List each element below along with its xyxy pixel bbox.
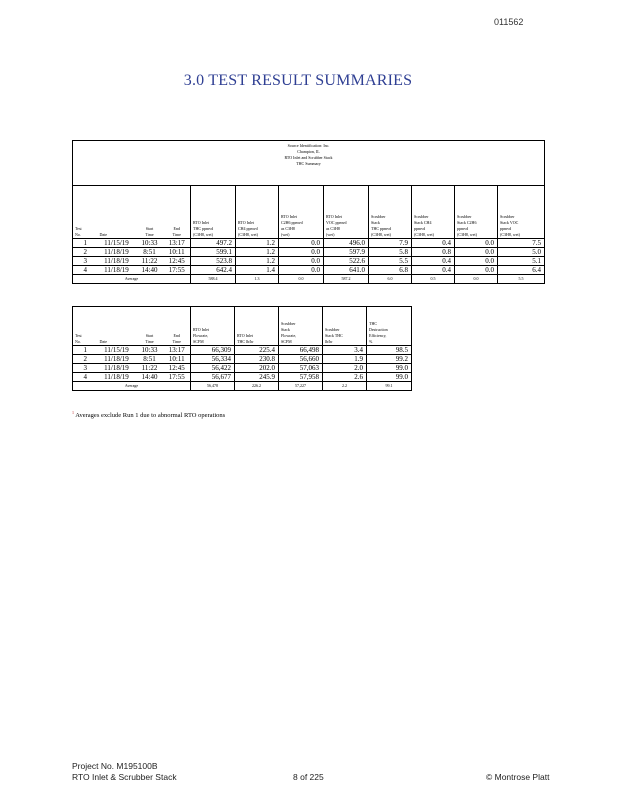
table-cell: 1 bbox=[83, 239, 87, 247]
table-cell: 5.1 bbox=[498, 257, 545, 266]
table-cell: 599.1 bbox=[191, 248, 236, 257]
column-header-line: Test bbox=[75, 333, 82, 338]
table-cell: 11/15/19 bbox=[104, 346, 129, 354]
table-cell: 11:22 bbox=[141, 257, 158, 265]
column-header bbox=[191, 307, 235, 346]
column-header bbox=[191, 186, 236, 239]
footer-project-block bbox=[72, 761, 177, 783]
table-cell: 522.6 bbox=[324, 257, 369, 266]
table-cell: 0.4 bbox=[412, 257, 455, 266]
table-cell: 3 bbox=[83, 364, 87, 372]
table-cell: 8:51 bbox=[143, 355, 156, 363]
table-cell: 2.2 bbox=[323, 382, 367, 391]
table-cell: 2 bbox=[83, 355, 87, 363]
table-cell: 10:11 bbox=[168, 355, 185, 363]
table-cell: 10:11 bbox=[168, 248, 185, 256]
table-cell: 66,309 bbox=[191, 346, 235, 355]
column-header bbox=[136, 307, 164, 346]
column-header bbox=[73, 307, 98, 346]
column-header-line: Stack THC bbox=[325, 333, 343, 338]
column-header bbox=[498, 186, 545, 239]
column-header-line: Scrubber bbox=[457, 214, 472, 219]
table-cell: 4 bbox=[83, 373, 87, 381]
table-cell: 0.0 bbox=[455, 266, 498, 275]
column-header-line: (C3H8, wet) bbox=[238, 232, 258, 237]
column-header-line: Scrubber bbox=[500, 214, 515, 219]
table-cell: 5.5 bbox=[369, 257, 412, 266]
column-header-line: Scrubber bbox=[281, 321, 296, 326]
footer-company: © Montrose Platt bbox=[486, 772, 550, 782]
table-cell: 3 bbox=[83, 257, 87, 265]
table-cell: 11/18/19 bbox=[104, 355, 129, 363]
column-header-line: Time bbox=[145, 339, 154, 344]
column-header bbox=[367, 307, 412, 346]
table-cell: 2 bbox=[83, 248, 87, 256]
column-header-line: RTO Inlet and Scrubber Stack bbox=[284, 155, 333, 160]
table-cell: 11:22 bbox=[141, 364, 158, 372]
column-header bbox=[98, 307, 136, 346]
column-header-line: Scrubber bbox=[414, 214, 429, 219]
table-cell: 66,498 bbox=[279, 346, 323, 355]
table-cell: 12:45 bbox=[168, 257, 185, 265]
table-cell: 11/18/19 bbox=[104, 266, 129, 274]
table-row bbox=[73, 355, 412, 364]
footer-subject: RTO Inlet & Scrubber Stack bbox=[72, 772, 177, 782]
table-cell: 2.6 bbox=[323, 373, 367, 382]
column-header-line: Test bbox=[75, 226, 82, 231]
column-header-line: Start bbox=[145, 226, 154, 231]
table-cell: 57,063 bbox=[279, 364, 323, 373]
footnote bbox=[72, 410, 225, 419]
column-header-line: Flowrate, bbox=[281, 333, 297, 338]
table-cell: 5.0 bbox=[498, 248, 545, 257]
column-header-line: Stack CH4 bbox=[414, 220, 432, 225]
table-cell: 0.0 bbox=[279, 248, 324, 257]
table-cell: 99.2 bbox=[367, 355, 412, 364]
table-cell: 245.9 bbox=[235, 373, 279, 382]
table-cell: 1.3 bbox=[236, 275, 279, 284]
table-row bbox=[73, 248, 545, 257]
column-header-line: THC lb/hr bbox=[237, 339, 254, 344]
table-cell: 0.0 bbox=[455, 275, 498, 284]
table-row bbox=[73, 257, 545, 266]
footnote-marker: 1 bbox=[72, 410, 74, 415]
table-row bbox=[73, 364, 412, 373]
table-cell: 5.5 bbox=[498, 275, 545, 284]
column-header bbox=[369, 186, 412, 239]
column-header-line: CH4 ppmvd bbox=[238, 226, 258, 231]
column-header-line: RTO Inlet bbox=[237, 333, 254, 338]
table-cell: 3.4 bbox=[323, 346, 367, 355]
column-header-line: (C3H8, wet) bbox=[500, 232, 520, 237]
table-cell: 597.9 bbox=[324, 248, 369, 257]
column-header-line: Stack C2H6 bbox=[457, 220, 477, 225]
table-cell: 588.4 bbox=[191, 275, 236, 284]
column-header-line: Time bbox=[145, 232, 154, 237]
column-header bbox=[164, 307, 191, 346]
column-header bbox=[73, 186, 98, 239]
table-cell: 7.9 bbox=[369, 239, 412, 248]
table-cell: 14:40 bbox=[141, 373, 158, 381]
table-cell: 56,422 bbox=[191, 364, 235, 373]
table-cell: 1 bbox=[83, 346, 87, 354]
column-header bbox=[136, 186, 164, 239]
table-banner bbox=[73, 141, 545, 186]
table-cell: 56,677 bbox=[191, 373, 235, 382]
average-label: Average bbox=[124, 383, 139, 388]
column-header bbox=[164, 186, 191, 239]
column-header-line: RTO Inlet bbox=[193, 327, 210, 332]
column-header bbox=[236, 186, 279, 239]
table-cell: 0.0 bbox=[455, 248, 498, 257]
table-cell: 225.4 bbox=[235, 346, 279, 355]
column-header bbox=[279, 307, 323, 346]
column-header-line: THC ppmvd bbox=[193, 226, 214, 231]
column-header bbox=[324, 186, 369, 239]
column-header-line: ppmvd bbox=[457, 226, 469, 231]
table-cell: 4 bbox=[83, 266, 87, 274]
table-cell: 0.5 bbox=[412, 275, 455, 284]
column-header-line: THC Summary bbox=[296, 161, 321, 166]
column-header bbox=[412, 186, 455, 239]
column-header-line: ppmvd bbox=[414, 226, 426, 231]
table-cell: 11/18/19 bbox=[104, 364, 129, 372]
column-header bbox=[323, 307, 367, 346]
column-header-line: Source Identification: Inc. bbox=[287, 143, 330, 148]
table-cell: 12:45 bbox=[168, 364, 185, 372]
table-cell: 1.2 bbox=[236, 248, 279, 257]
column-header-line: lb/hr bbox=[325, 339, 333, 344]
table-cell: 98.5 bbox=[367, 346, 412, 355]
table-cell: 56,478 bbox=[191, 382, 235, 391]
table-cell: 17:55 bbox=[168, 266, 185, 274]
column-header-line: Stack bbox=[371, 220, 380, 225]
table-cell: 497.2 bbox=[191, 239, 236, 248]
table-cell: 57,958 bbox=[279, 373, 323, 382]
column-header-line: Destruction bbox=[369, 327, 388, 332]
column-header-line: (wet) bbox=[281, 232, 290, 237]
table-cell: 11/15/19 bbox=[104, 239, 129, 247]
table-cell: 14:40 bbox=[141, 266, 158, 274]
column-header-line: RTO Inlet bbox=[238, 220, 255, 225]
column-header bbox=[235, 307, 279, 346]
average-label: Average bbox=[124, 276, 139, 281]
column-header-line: C2H6 ppmvd bbox=[281, 220, 303, 225]
column-header-line: SCFM bbox=[193, 339, 204, 344]
footer-page-number: 8 of 225 bbox=[293, 772, 324, 782]
column-header-line: ppmvd bbox=[500, 226, 512, 231]
column-header-line: RTO Inlet bbox=[326, 214, 343, 219]
table-cell: 1.4 bbox=[236, 266, 279, 275]
table-cell: 56,660 bbox=[279, 355, 323, 364]
column-header-line: SCFM bbox=[281, 339, 292, 344]
table-cell: 226.2 bbox=[235, 382, 279, 391]
column-header-line: End bbox=[173, 226, 180, 231]
column-header-line: (C3H8, wet) bbox=[457, 232, 477, 237]
column-header-line: Stack VOC bbox=[500, 220, 519, 225]
table-cell: 0.0 bbox=[279, 275, 324, 284]
table-row bbox=[73, 239, 545, 248]
column-header-line: Efficiency, bbox=[369, 333, 387, 338]
table-cell: 641.0 bbox=[324, 266, 369, 275]
column-header-line: as C3H8 bbox=[281, 226, 295, 231]
table-cell: 6.4 bbox=[498, 266, 545, 275]
mass-emission-table bbox=[72, 306, 412, 391]
column-header-line: Date bbox=[99, 232, 108, 237]
table-cell: 13:17 bbox=[168, 346, 185, 354]
table-cell: 1.2 bbox=[236, 257, 279, 266]
table-cell: 56,334 bbox=[191, 355, 235, 364]
column-header-line: No. bbox=[75, 232, 81, 237]
table-cell: 11/18/19 bbox=[104, 257, 129, 265]
table-cell: 0.0 bbox=[455, 257, 498, 266]
table-cell: 99.0 bbox=[367, 373, 412, 382]
table-cell: 230.8 bbox=[235, 355, 279, 364]
column-header-line: Champion, IL bbox=[297, 149, 320, 154]
column-header bbox=[98, 186, 136, 239]
table-cell: 11/18/19 bbox=[104, 248, 129, 256]
column-header bbox=[279, 186, 324, 239]
table-row bbox=[73, 346, 412, 355]
column-header-line: Date bbox=[99, 339, 108, 344]
column-header-line: (C3H8, wet) bbox=[414, 232, 434, 237]
column-header-line: Scrubber bbox=[325, 327, 340, 332]
column-header-line: VOC ppmvd bbox=[326, 220, 347, 225]
table-cell: 0.8 bbox=[412, 248, 455, 257]
table-cell: 0.4 bbox=[412, 266, 455, 275]
average-row bbox=[73, 275, 545, 284]
table-cell: 13:17 bbox=[168, 239, 185, 247]
column-header-line: Time bbox=[172, 339, 181, 344]
column-header-line: as C3H8 bbox=[326, 226, 340, 231]
table-cell: 17:55 bbox=[168, 373, 185, 381]
footnote-text: Averages exclude Run 1 due to abnormal RTO operations bbox=[75, 412, 226, 420]
column-header-line: % bbox=[369, 339, 373, 344]
table-cell: 10:33 bbox=[141, 239, 158, 247]
table-cell: 0.4 bbox=[412, 239, 455, 248]
table-cell: 0.0 bbox=[279, 266, 324, 275]
table-cell: 0.0 bbox=[279, 257, 324, 266]
column-header-line: THC bbox=[369, 321, 377, 326]
thc-summary-table bbox=[72, 140, 545, 284]
column-header-line: End bbox=[173, 333, 180, 338]
column-header-line: No. bbox=[75, 339, 81, 344]
table-cell: 6.0 bbox=[369, 275, 412, 284]
table-cell: 0.0 bbox=[279, 239, 324, 248]
table-cell: 5.8 bbox=[369, 248, 412, 257]
column-header-line: (C3H8, wet) bbox=[193, 232, 213, 237]
table-cell: 1.2 bbox=[236, 239, 279, 248]
table-cell: 11/18/19 bbox=[104, 373, 129, 381]
table-cell: 587.2 bbox=[324, 275, 369, 284]
column-header-line: Start bbox=[145, 333, 154, 338]
table-row bbox=[73, 373, 412, 382]
column-header-line: THC ppmvd bbox=[371, 226, 392, 231]
table-cell: 57,227 bbox=[279, 382, 323, 391]
table-cell: 202.0 bbox=[235, 364, 279, 373]
column-header bbox=[455, 186, 498, 239]
table-cell: 7.5 bbox=[498, 239, 545, 248]
column-header-line: (C3H8, wet) bbox=[371, 232, 391, 237]
average-row bbox=[73, 382, 412, 391]
page-title: 3.0 TEST RESULT SUMMARIES bbox=[183, 72, 413, 89]
column-header-line: (wet) bbox=[326, 232, 335, 237]
column-header-line: Stack bbox=[281, 327, 290, 332]
table-cell: 10:33 bbox=[141, 346, 158, 354]
column-header-line: Scrubber bbox=[371, 214, 386, 219]
table-cell: 0.0 bbox=[455, 239, 498, 248]
table-cell: 496.0 bbox=[324, 239, 369, 248]
table-row bbox=[73, 266, 545, 275]
footer-project: Project No. M195100B bbox=[72, 761, 158, 771]
column-header-line: RTO Inlet bbox=[193, 220, 210, 225]
table-cell: 1.9 bbox=[323, 355, 367, 364]
table-cell: 8:51 bbox=[143, 248, 156, 256]
column-header-line: RTO Inlet bbox=[281, 214, 298, 219]
table-cell: 99.0 bbox=[367, 364, 412, 373]
column-header-line: Time bbox=[172, 232, 181, 237]
table-cell: 99.1 bbox=[367, 382, 412, 391]
table-cell: 2.0 bbox=[323, 364, 367, 373]
document-number: 011562 bbox=[494, 17, 524, 27]
table-cell: 6.8 bbox=[369, 266, 412, 275]
column-header-line: Flowrate, bbox=[193, 333, 209, 338]
table-cell: 523.8 bbox=[191, 257, 236, 266]
table-cell: 642.4 bbox=[191, 266, 236, 275]
